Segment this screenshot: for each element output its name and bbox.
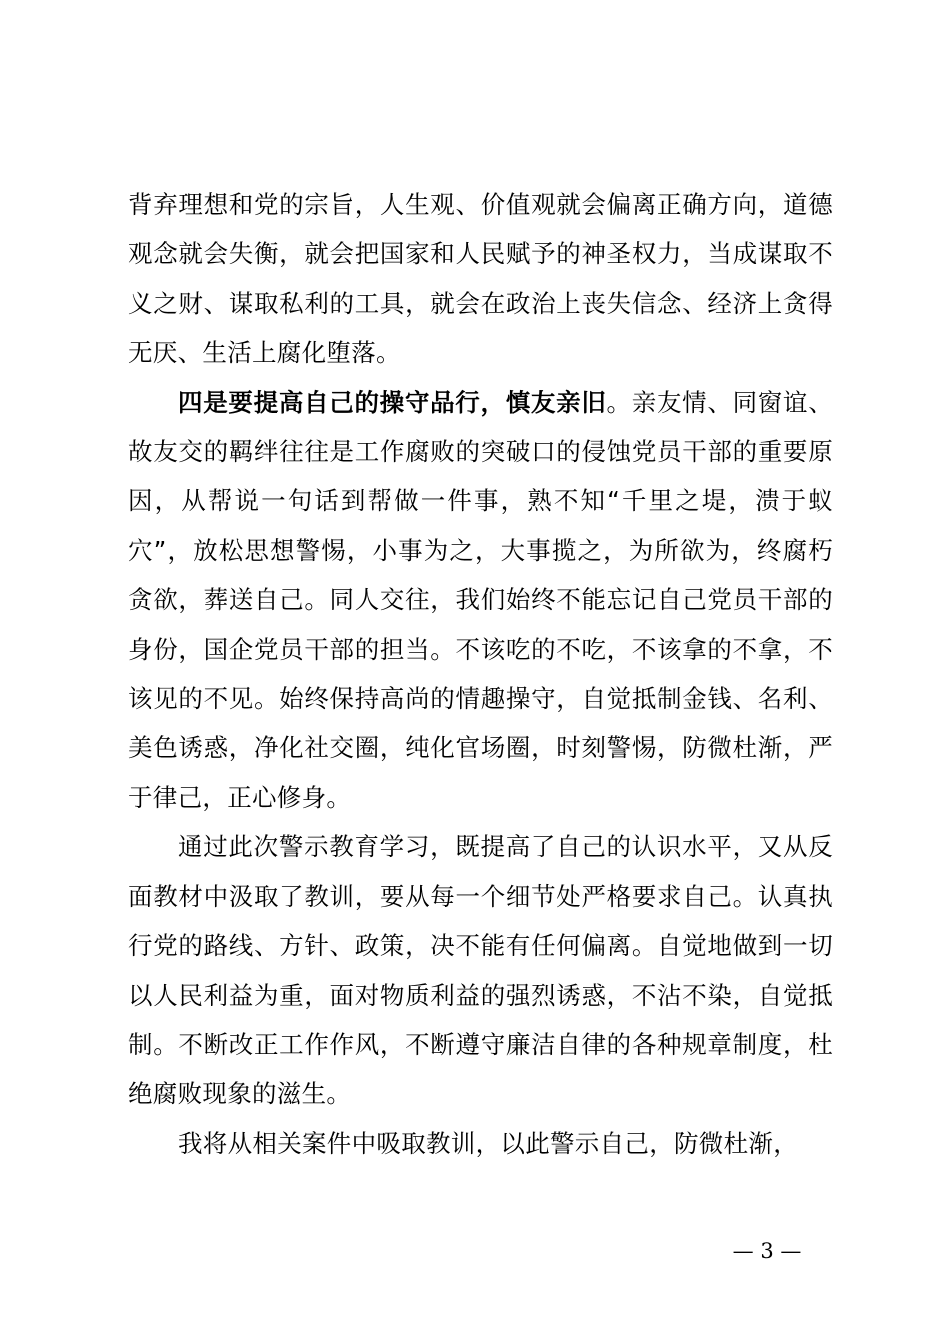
- paragraph-3: [128, 822, 833, 1118]
- paragraph-1: [128, 180, 833, 378]
- paragraph-3-text: 通过此次警示教育学习，既提高了自己的认识水平，又从反面教材中汲取了教训，要从每一个细节处严格要求自己。认真执行党的路线、方针、政策，决不能有任何偏离。自觉地做到一切以人民利益为重，面对物质利益的强烈诱惑，不沾不染，自觉抵制。不断改正工作作风，不断遵守廉洁自律的各种规章制度，杜绝腐败现象的滋生。: [128, 832, 833, 1109]
- paragraph-4-text: 我将从相关案件中吸取教训，以此警示自己，防微杜渐，: [178, 1128, 798, 1158]
- body-text: [128, 180, 833, 1168]
- paragraph-4: [128, 1119, 833, 1168]
- paragraph-1-text: 背弃理想和党的宗旨，人生观、价值观就会偏离正确方向，道德观念就会失衡，就会把国家和人民赋予的神圣权力，当成谋取不义之财、谋取私利的工具，就会在政治上丧失信念、经济上贪得无厌、生活上腐化堕落。: [128, 190, 833, 368]
- page-number: — 3 —: [732, 1239, 802, 1263]
- paragraph-2: [128, 378, 833, 823]
- paragraph-2-text: 。亲友情、同窗谊、故友交的羁绊往往是工作腐败的突破口的侵蚀党员干部的重要原因，从帮说一句话到帮做一件事，熟不知“千里之堤，溃于蚁穴”，放松思想警惕，小事为之，大事揽之，为所欲为，终腐朽贪欲，葬送自己。同人交往，我们始终不能忘记自己党员干部的身份，国企党员干部的担当。不该吃的不吃，不该拿的不拿，不该见的不见。始终保持高尚的情趣操守，自觉抵制金钱、名利、美色诱惑，净化社交圈，纯化官场圈，时刻警惕，防微杜渐，严于律己，正心修身。: [128, 387, 833, 812]
- paragraph-2-heading: 四是要提高自己的操守品行，慎友亲旧: [178, 387, 607, 417]
